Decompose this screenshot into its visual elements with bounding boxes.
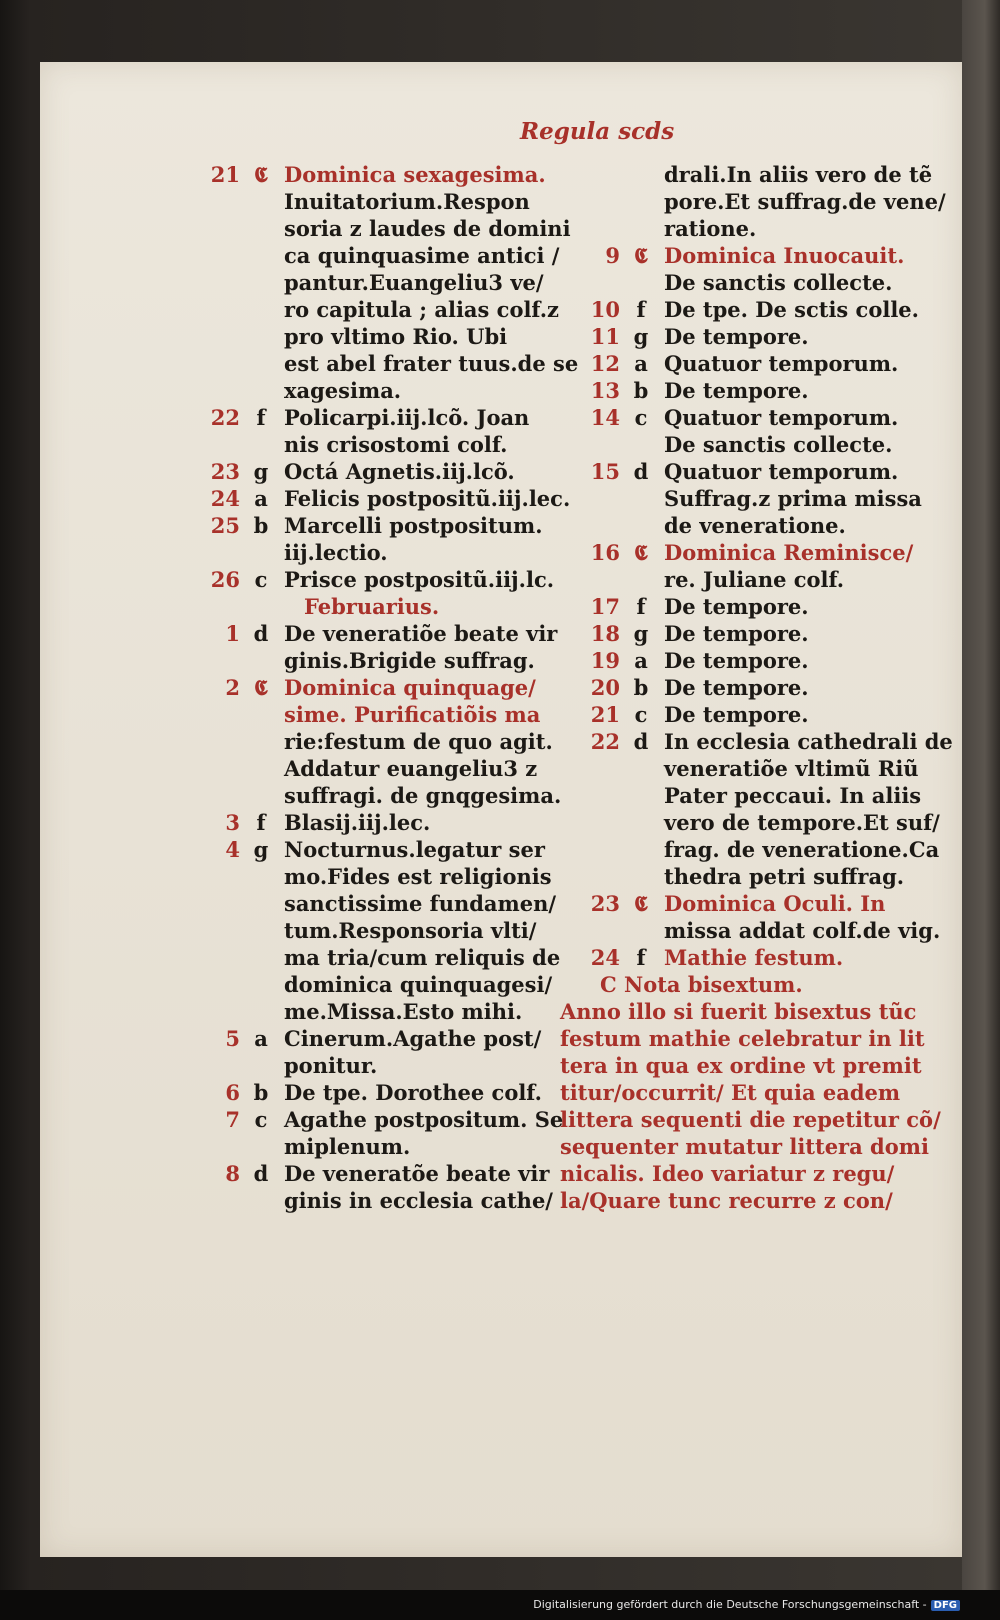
dominical-letter: a: [634, 351, 648, 376]
day-number: 8: [225, 1161, 240, 1186]
entry-text: titur/occurrit/ Et quia eadem: [560, 1080, 901, 1105]
entry-text: soria z laudes de domini: [284, 216, 571, 241]
dominical-letter: d: [633, 729, 649, 754]
entry-text: Quatuor temporum.: [664, 351, 899, 376]
entry-text: Dominica Oculi. In: [664, 891, 886, 916]
day-number: 10: [590, 297, 620, 322]
day-number: 18: [590, 621, 620, 646]
day-number: 1: [225, 621, 240, 646]
entry-text: Agathe postpositum. Se: [284, 1107, 564, 1132]
entry-text: ponitur.: [284, 1053, 378, 1078]
day-number: 3: [225, 810, 240, 835]
entry-text: de veneratione.: [664, 513, 846, 538]
entry-text: De veneratiõe beate vir: [284, 621, 558, 646]
entry-text: tum.Responsoria vlti/: [284, 918, 537, 943]
entry-text: frag. de veneratione.Ca: [664, 837, 940, 862]
dominical-letter: g: [253, 837, 269, 862]
entry-text: Quatuor temporum.: [664, 459, 899, 484]
day-number: 23: [590, 891, 620, 916]
day-number: 20: [590, 675, 620, 700]
dominical-letter: b: [253, 1080, 269, 1105]
entry-text: est abel frater tuus.de se: [284, 351, 579, 376]
entry-text: De tempore.: [664, 594, 809, 619]
entry-text: De veneratõe beate vir: [284, 1161, 550, 1186]
day-number: 21: [590, 702, 620, 727]
entry-text: Quatuor temporum.: [664, 405, 899, 430]
day-number: 14: [590, 405, 620, 430]
entry-text: Cinerum.Agathe post/: [284, 1026, 542, 1051]
entry-text: Dominica Inuocauit.: [664, 243, 905, 268]
dominical-letter: 𝕮: [634, 540, 648, 565]
entry-text: missa addat colf.de vig.: [664, 918, 941, 943]
day-number: 17: [590, 594, 620, 619]
dominical-letter: 𝕮: [254, 675, 268, 700]
entry-text: drali.In aliis vero de tẽ: [664, 162, 933, 187]
entry-text: ma tria/cum reliquis de: [284, 945, 561, 970]
entry-text: festum mathie celebratur in lit: [560, 1026, 925, 1051]
entry-text: Addatur euangeliu3 z: [284, 756, 538, 781]
dominical-letter: f: [256, 810, 266, 835]
day-number: 7: [225, 1107, 240, 1132]
dominical-letter: f: [636, 297, 646, 322]
entry-text: rie:festum de quo agit.: [284, 729, 553, 754]
entry-text: Nocturnus.legatur ser: [284, 837, 545, 862]
entry-text: Octá Agnetis.iij.lcõ.: [284, 459, 515, 484]
day-number: 13: [590, 378, 620, 403]
dominical-letter: 𝕮: [634, 243, 648, 268]
entry-text: De tempore.: [664, 324, 809, 349]
day-number: 4: [225, 837, 240, 862]
entry-text: nicalis. Ideo variatur z regu/: [560, 1161, 895, 1186]
day-number: 15: [590, 459, 620, 484]
entry-text: veneratiõe vltimũ Riũ: [664, 756, 919, 781]
entry-text: Marcelli postpositum.: [284, 513, 543, 538]
entry-text: ginis in ecclesia cathe/: [284, 1188, 553, 1213]
entry-text: C Nota bisextum.: [600, 972, 803, 997]
entry-text: thedra petri suffrag.: [664, 864, 905, 889]
entry-text: De tpe. De sctis colle.: [664, 297, 919, 322]
dominical-letter: a: [254, 486, 268, 511]
dominical-letter: d: [253, 1161, 269, 1186]
book-spine: [962, 0, 1000, 1590]
day-number: 6: [225, 1080, 240, 1105]
entry-text: re. Juliane colf.: [664, 567, 845, 592]
entry-text: Anno illo si fuerit bisextus tũc: [560, 999, 917, 1024]
dominical-letter: b: [633, 675, 649, 700]
dominical-letter: f: [636, 594, 646, 619]
dominical-letter: c: [254, 1107, 268, 1132]
entry-text: Mathie festum.: [664, 945, 844, 970]
entry-text: Dominica Reminisce/: [664, 540, 914, 565]
entry-text: De sanctis collecte.: [664, 432, 893, 457]
entry-text: miplenum.: [284, 1134, 411, 1159]
day-number: 24: [210, 486, 240, 511]
day-number: 23: [210, 459, 240, 484]
entry-text: pro vltimo Rio. Ubi: [284, 324, 508, 349]
day-number: 21: [210, 162, 240, 187]
entry-text: Suffrag.z prima missa: [664, 486, 922, 511]
entry-text: xagesima.: [284, 378, 402, 403]
day-number: 25: [210, 513, 240, 538]
credit-text: Digitalisierung gefördert durch die Deutsche Forschungsgemeinschaft -: [533, 1598, 927, 1611]
dominical-letter: g: [633, 621, 649, 646]
entry-text: nis crisostomi colf.: [284, 432, 508, 457]
dominical-letter: d: [633, 459, 649, 484]
dominical-letter: c: [634, 702, 648, 727]
day-number: 5: [225, 1026, 240, 1051]
dominical-letter: c: [254, 567, 268, 592]
funding-credit: [533, 1598, 960, 1611]
entry-text: ro capitula ; alias colf.z: [284, 297, 559, 322]
dominical-letter: g: [253, 459, 269, 484]
entry-text: dominica quinquagesi/: [284, 972, 553, 997]
page-header: Regula scds: [520, 118, 675, 145]
entry-text: tera in qua ex ordine vt premit: [560, 1053, 922, 1078]
day-number: 9: [605, 243, 620, 268]
entry-text: De tempore.: [664, 378, 809, 403]
entry-text: mo.Fides est religionis: [284, 864, 552, 889]
entry-text: Pater peccaui. In aliis: [664, 783, 922, 808]
entry-text: Inuitatorium.Respon: [284, 189, 530, 214]
entry-text: Dominica sexagesima.: [284, 162, 546, 187]
day-number: 24: [590, 945, 620, 970]
entry-text: De tempore.: [664, 675, 809, 700]
footer-bar: [0, 1590, 1000, 1620]
entry-text: suffragi. de gnqgesima.: [284, 783, 562, 808]
dfg-logo: DFG: [931, 1600, 960, 1611]
entry-text: ginis.Brigide suffrag.: [284, 648, 535, 673]
entry-text: Prisce postpositũ.iij.lc.: [284, 567, 555, 592]
dominical-letter: b: [633, 378, 649, 403]
day-number: 16: [590, 540, 620, 565]
dominical-letter: f: [636, 945, 646, 970]
entry-text: Dominica quinquage/: [284, 675, 536, 700]
entry-text: littera sequenti die repetitur cõ/: [560, 1107, 941, 1132]
entry-text: ca quinquasime antici /: [284, 243, 560, 268]
entry-text: Felicis postpositũ.iij.lec.: [284, 486, 571, 511]
dominical-letter: d: [253, 621, 269, 646]
entry-text: ratione.: [664, 216, 757, 241]
dominical-letter: f: [256, 405, 266, 430]
dominical-letter: g: [633, 324, 649, 349]
day-number: 12: [590, 351, 620, 376]
day-number: 22: [210, 405, 240, 430]
dominical-letter: a: [634, 648, 648, 673]
entry-text: sime. Purificatiõis ma: [284, 702, 541, 727]
entry-text: pantur.Euangeliu3 ve/: [284, 270, 544, 295]
dominical-letter: b: [253, 513, 269, 538]
entry-text: Februarius.: [304, 594, 440, 619]
entry-text: la/Quare tunc recurre z con/: [560, 1188, 893, 1213]
entry-text: sequenter mutatur littera domi: [560, 1134, 929, 1159]
day-number: 19: [590, 648, 620, 673]
day-number: 11: [590, 324, 620, 349]
entry-text: De tempore.: [664, 702, 809, 727]
entry-text: De tempore.: [664, 621, 809, 646]
day-number: 26: [210, 567, 240, 592]
dominical-letter: 𝕮: [254, 162, 268, 187]
entry-text: Policarpi.iij.lcõ. Joan: [284, 405, 530, 430]
entry-text: Blasij.iij.lec.: [284, 810, 431, 835]
entry-text: pore.Et suffrag.de vene/: [664, 189, 946, 214]
entry-text: iij.lectio.: [284, 540, 388, 565]
entry-text: me.Missa.Esto mihi.: [284, 999, 523, 1024]
entry-text: De tpe. Dorothee colf.: [284, 1080, 542, 1105]
day-number: 2: [225, 675, 240, 700]
entry-text: sanctissime fundamen/: [284, 891, 557, 916]
entry-text: vero de tempore.Et suf/: [664, 810, 940, 835]
day-number: 22: [590, 729, 620, 754]
entry-text: De tempore.: [664, 648, 809, 673]
dominical-letter: a: [254, 1026, 268, 1051]
dominical-letter: c: [634, 405, 648, 430]
entry-text: De sanctis collecte.: [664, 270, 893, 295]
entry-text: In ecclesia cathedrali de: [664, 729, 953, 754]
dominical-letter: 𝕮: [634, 891, 648, 916]
